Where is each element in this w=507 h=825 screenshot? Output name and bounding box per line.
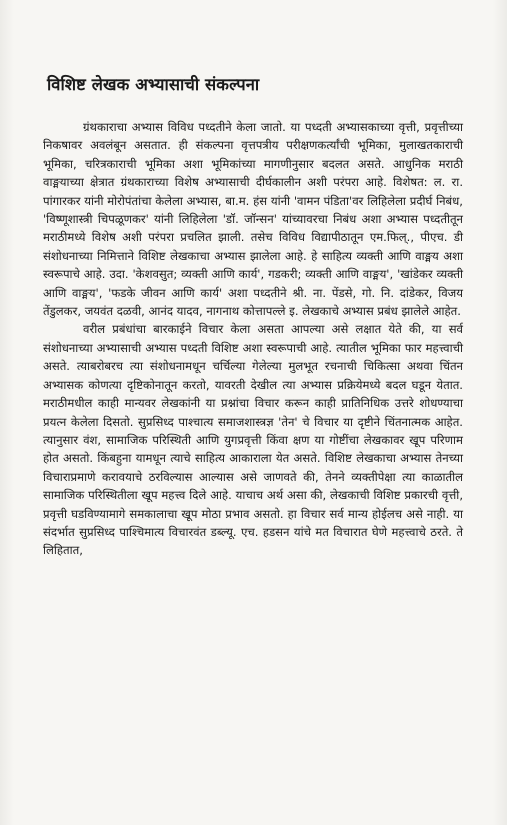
section-heading: विशिष्ट लेखक अभ्यासाची संकल्पना xyxy=(47,75,260,94)
paragraph-2: वरील प्रबंधांचा बारकाईने विचार केला असता आपल्या असे लक्षात येते की, या सर्व संशोधनाच्या अभ्यासाची अभ्यास पध्दती विशिष्ट अशा स्वरूपाची आहे. त्यातील भूमिका फार महत्त्वाची असते. त्याबरोबरच त्या संशोधनामधून चर्चिल्या गेलेल्या मुलभूत रचनाची चिकित्सा अथवा चिंतन अभ्यासक कोणत्या दृष्टिकोनातून करतो, यावरती देखील त्या अभ्यास प्रक्रियेमध्ये बदल घडून येतात. मराठीमधील काही मान्यवर लेखकांनी या प्रश्नांचा विचार करून काही प्रातिनिधिक उत्तरे शोधण्याचा प्रयत्न केलेला दिसतो. सुप्रसिध्द पाश्चात्य समाजशास्त्रज्ञ 'तेन' चे विचार या दृष्टीने चिंतनात्मक आहेत. त्यानुसार वंश, सामाजिक परिस्थिती आणि युगप्रवृत्ती किंवा क्षण या गोष्टींचा लेखकावर खूप परिणाम होत असतो. किंबहुना यामधून त्याचे साहित्य आकाराला येत असते. विशिष्ट लेखकाचा अभ्यास तेनच्या विचाराप्रमाणे करावयाचे ठरविल्यास आल्यास असे जाणवते की, तेनने व्यक्तीपेक्षा त्या काळातील सामाजिक परिस्थितीला खूप महत्त्व दिले आहे. याचाच अर्थ असा की, लेखकाची विशिष्ट प्रकारची वृत्ती, प्रवृत्ती घडविण्यामागे समकालाचा खूप मोठा प्रभाव असतो. हा विचार सर्व मान्य होईलच असे नाही. या संदर्भात सुप्रसिध्द पाश्चिमात्य विचारवंत डब्ल्यू. एच. हडसन यांचे मत विचारात घेणे महत्त्वाचे ठरते. ते लिहितात, xyxy=(43,322,463,558)
body-text xyxy=(43,118,463,560)
paragraph-1: ग्रंथकाराचा अभ्यास विविध पध्दतीने केला जातो. या पध्दती अभ्यासकाच्या वृत्ती, प्रवृत्तीच्या निकषावर अवलंबून असतात. ही संकल्पना वृत्तपत्रीय परीक्षणकर्त्यांची भूमिका, मुलाखतकाराची भूमिका, चरित्रकाराची भूमिका अशा भूमिकांच्या मागणीनुसार बदलत असते. आधुनिक मराठी वाङ्मयाच्या क्षेत्रात ग्रंथकाराच्या विशेष अभ्यासाची दीर्घकालीन अशी परंपरा आहे. विशेषत: ल. रा. पांगारकर यांनी मोरोपंतांचा केलेला अभ्यास, बा.म. हंस यांनी 'वामन पंडिता'वर लिहिलेला प्रदीर्घ निबंध, 'विष्णूशास्त्री चिपळूणकर' यांनी लिहिलेला 'डॉ. जॉन्सन' यांच्यावरचा निबंध अशा अभ्यास पध्दतीतून मराठीमध्ये विशेष अशी परंपरा प्रचलित झाली. तसेच विविध विद्यापीठातून एम.फिल्., पीएच. डी संशोधनाच्या निमित्ताने विशिष्ट लेखकाचा अभ्यास झालेला आहे. हे साहित्य व्यक्ती आणि वाङ्मय अशा स्वरूपाचे आहे. उदा. 'केशवसुत; व्यक्ती आणि कार्य', गडकरी; व्यक्ती आणि वाङ्मय', 'खांडेकर व्यक्ती आणि वाङ्मय', 'फडके जीवन आणि कार्य' अशा पध्दतीने श्री. ना. पेंडसे, गो. नि. दांडेकर, विजय तेंडुलकर, जयवंत दळवी, आनंद यादव, नागनाथ कोत्तापल्ले इ. लेखकाचे अभ्यास प्रबंध झालेले आहेत. xyxy=(43,120,463,319)
